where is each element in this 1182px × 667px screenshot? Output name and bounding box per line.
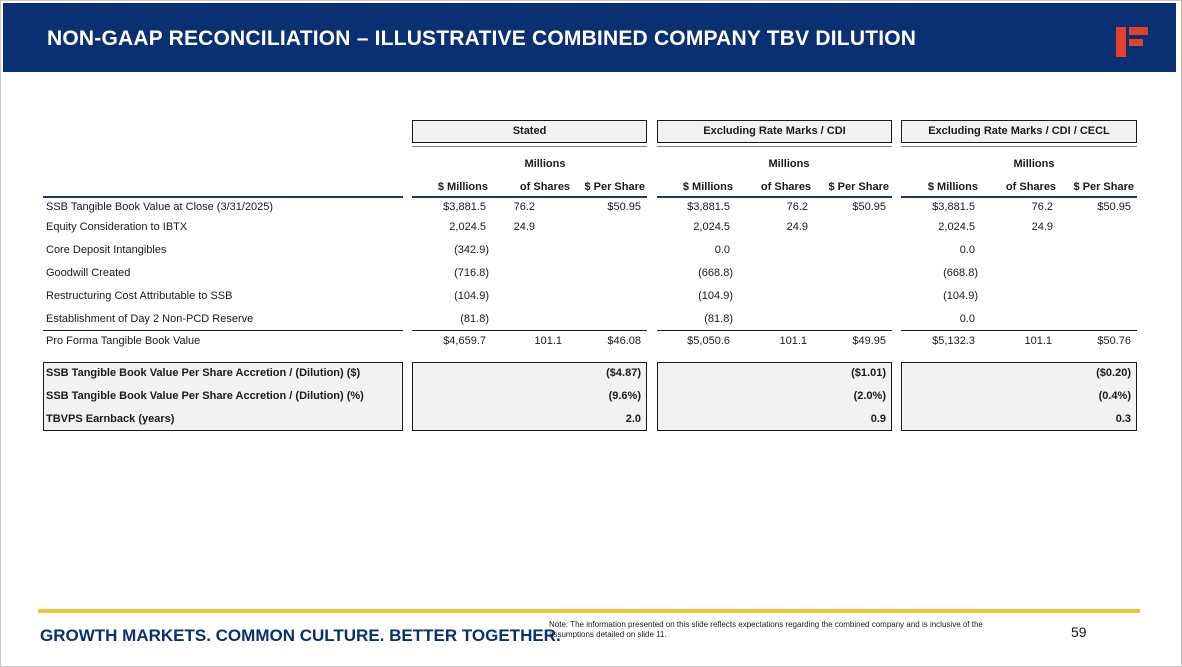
cell: $50.76 <box>1097 335 1131 347</box>
cell: $49.95 <box>852 335 886 347</box>
summary-value: 0.3 <box>1115 413 1131 425</box>
cell: (104.9) <box>454 290 489 302</box>
cell: $50.95 <box>852 201 886 213</box>
summary-label: SSB Tangible Book Value Per Share Accretion / (Dilution) (%) <box>46 390 364 402</box>
group-divider <box>412 146 647 147</box>
cell: 2,024.5 <box>938 221 975 233</box>
summary-value: 2.0 <box>625 413 641 425</box>
row-label: Core Deposit Intangibles <box>46 244 167 256</box>
cell: 0.0 <box>714 244 730 256</box>
col-header-of-shares: of Shares <box>1005 181 1057 193</box>
row-label: Goodwill Created <box>46 267 131 279</box>
row-label: Restructuring Cost Attributable to SSB <box>46 290 233 302</box>
cell: (104.9) <box>943 290 978 302</box>
cell: 76.2 <box>1031 201 1053 213</box>
cell: 101.1 <box>779 335 807 347</box>
subtotal-rule <box>657 330 892 331</box>
cell: (668.8) <box>943 267 978 279</box>
cell: 2,024.5 <box>693 221 730 233</box>
group-header-excl-rate-marks-cdi: Excluding Rate Marks / CDI <box>657 120 892 143</box>
subtotal-rule <box>901 330 1137 331</box>
cell: 76.2 <box>513 201 535 213</box>
cell: $5,132.3 <box>932 335 975 347</box>
cell: (342.9) <box>454 244 489 256</box>
page-number: 59 <box>1071 624 1087 640</box>
cell: $4,659.7 <box>443 335 486 347</box>
cell: (81.8) <box>460 313 489 325</box>
row-label: Equity Consideration to IBTX <box>46 221 188 233</box>
header-rule <box>657 196 892 198</box>
row-label: Establishment of Day 2 Non-PCD Reserve <box>46 313 254 325</box>
cell: 76.2 <box>786 201 808 213</box>
col-header-millions: Millions <box>768 158 810 170</box>
summary-label: SSB Tangible Book Value Per Share Accretion / (Dilution) ($) <box>46 367 361 379</box>
slide-title: NON-GAAP RECONCILIATION – ILLUSTRATIVE COMBINED COMPANY TBV DILUTION <box>47 27 917 50</box>
col-header-millions: Millions <box>1013 158 1055 170</box>
summary-value: (9.6%) <box>608 390 641 402</box>
summary-label: TBVPS Earnback (years) <box>46 413 175 425</box>
header-rule <box>412 196 647 198</box>
cell: 24.9 <box>1031 221 1053 233</box>
header-rule <box>43 196 403 198</box>
footer-accent-bar <box>38 609 1140 613</box>
col-header-per-share: $ Per Share <box>1073 181 1134 193</box>
cell: 101.1 <box>1024 335 1052 347</box>
col-header-per-share: $ Per Share <box>584 181 645 193</box>
cell: $3,881.5 <box>687 201 730 213</box>
header-rule <box>901 196 1137 198</box>
row-label: Pro Forma Tangible Book Value <box>46 335 201 347</box>
col-header-per-share: $ Per Share <box>828 181 889 193</box>
cell: $50.95 <box>607 201 641 213</box>
row-label: SSB Tangible Book Value at Close (3/31/2025) <box>46 201 274 213</box>
cell: $50.95 <box>1097 201 1131 213</box>
summary-value: (2.0%) <box>853 390 886 402</box>
group-header-excl-rate-marks-cdi-cecl: Excluding Rate Marks / CDI / CECL <box>901 120 1137 143</box>
cell: 24.9 <box>786 221 808 233</box>
summary-value: ($1.01) <box>851 367 886 379</box>
col-header-of-shares: of Shares <box>760 181 812 193</box>
col-header-dollar-millions: $ Millions <box>682 181 733 193</box>
summary-value: 0.9 <box>870 413 886 425</box>
col-header-of-shares: of Shares <box>519 181 571 193</box>
col-header-millions: Millions <box>524 158 566 170</box>
footer-tagline: GROWTH MARKETS. COMMON CULTURE. BETTER TOGETHER. <box>40 626 561 645</box>
summary-value: (0.4%) <box>1098 390 1131 402</box>
subtotal-rule <box>412 330 647 331</box>
cell: $3,881.5 <box>932 201 975 213</box>
col-header-dollar-millions: $ Millions <box>437 181 488 193</box>
slide-header <box>3 3 1176 72</box>
cell: 24.9 <box>513 221 535 233</box>
cell: 0.0 <box>959 313 975 325</box>
cell: (668.8) <box>698 267 733 279</box>
cell: (104.9) <box>698 290 733 302</box>
footer-note: Note: The information presented on this slide reflects expectations regarding the combined company and is inclusive of the assumptions detailed on slide 11. <box>549 620 983 639</box>
summary-value: ($4.87) <box>606 367 641 379</box>
group-header-stated: Stated <box>412 120 647 143</box>
cell: 2,024.5 <box>449 221 486 233</box>
cell: $46.08 <box>607 335 641 347</box>
cell: (81.8) <box>704 313 733 325</box>
group-divider <box>901 146 1137 147</box>
summary-value: ($0.20) <box>1096 367 1131 379</box>
cell: $5,050.6 <box>687 335 730 347</box>
cell: $3,881.5 <box>443 201 486 213</box>
subtotal-rule <box>43 330 403 331</box>
cell: 101.1 <box>534 335 562 347</box>
col-header-dollar-millions: $ Millions <box>927 181 978 193</box>
group-divider <box>657 146 892 147</box>
company-logo-icon <box>1116 25 1148 57</box>
cell: (716.8) <box>454 267 489 279</box>
cell: 0.0 <box>959 244 975 256</box>
